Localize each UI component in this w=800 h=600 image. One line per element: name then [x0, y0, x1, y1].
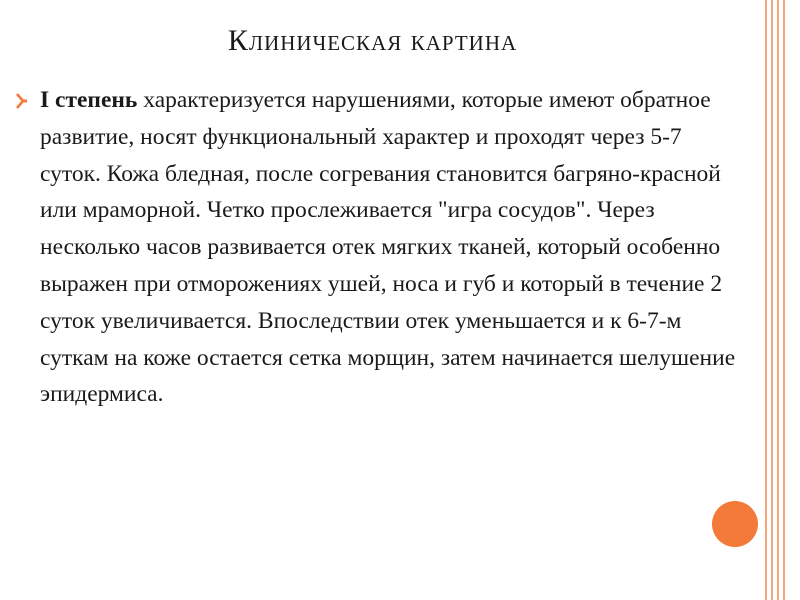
decorative-line: [765, 0, 767, 600]
fancy-bullet-icon: [14, 92, 30, 115]
decorative-line: [783, 0, 785, 600]
slide-content: [14, 82, 742, 413]
bullet-text: [40, 82, 742, 413]
decorative-line: [777, 0, 779, 600]
bullet-item: [14, 82, 742, 413]
slide-title: Клиническая картина: [227, 24, 518, 57]
bullet-body: характеризуется нарушениями, которые имеют обратное развитие, носят функциональный характер и проходят через 5-7 суток. Кожа бледная, после согревания становится багряно-красной или мраморной. Четко прослеживается "игра сосудов". Через несколько часов развивается отек мягких тканей, который особенно выражен при отморожениях ушей, носа и губ и который в течение 2 суток увеличивается. Впоследствии отек уменьшается и к 6-7-м суткам на коже остается сетка морщин, затем начинается шелушение эпидермиса.: [40, 87, 736, 408]
decorative-line: [771, 0, 773, 600]
bullet-lead: I степень: [40, 87, 138, 113]
orange-circle-icon: [712, 501, 758, 547]
